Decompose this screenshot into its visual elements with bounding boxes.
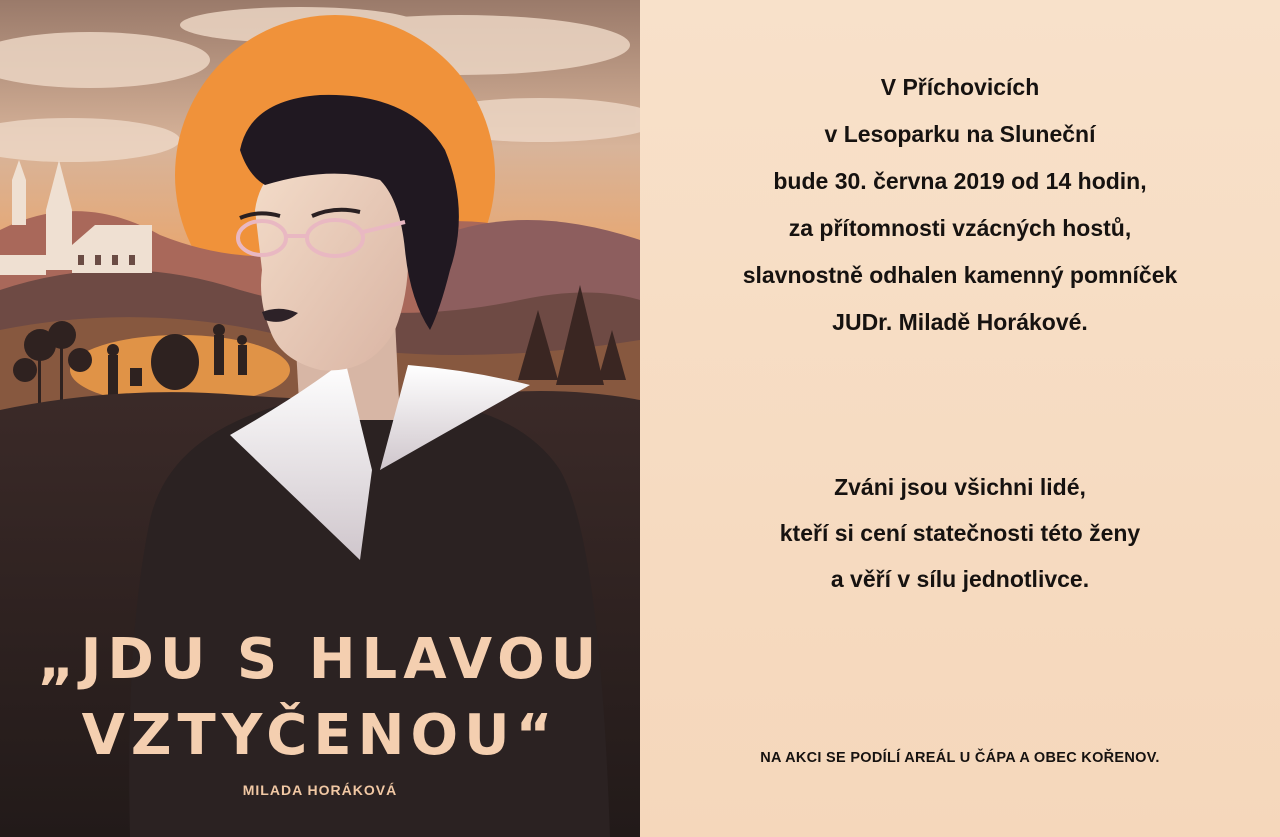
- invitation-line: a věří v sílu jednotlivce.: [830, 566, 1090, 592]
- invitation-line: Zváni jsou všichni lidé,: [834, 474, 1086, 500]
- quote-line-1: „JDU S HLAVOU: [37, 627, 603, 692]
- invitation-line: bude 30. června 2019 od 14 hodin,: [773, 168, 1147, 194]
- invitation-panel: [640, 0, 1280, 837]
- invitation-line: kteří si cení statečnosti této ženy: [779, 520, 1141, 546]
- invitation-line: JUDr. Miladě Horákové.: [832, 309, 1088, 335]
- author-name: MILADA HORÁKOVÁ: [242, 782, 398, 798]
- invitation-line: v Lesoparku na Sluneční: [824, 121, 1096, 147]
- quote-line-2: VZTYČENOU“: [81, 703, 559, 768]
- invitation-line: za přítomnosti vzácných hostů,: [788, 215, 1132, 241]
- footer-note: NA AKCI SE PODÍLÍ AREÁL U ČÁPA A OBEC KOŘENOV.: [760, 750, 1160, 766]
- invitation-line: slavnostně odhalen kamenný pomníček: [742, 262, 1178, 288]
- invitation-line: V Příchovicích: [880, 74, 1040, 100]
